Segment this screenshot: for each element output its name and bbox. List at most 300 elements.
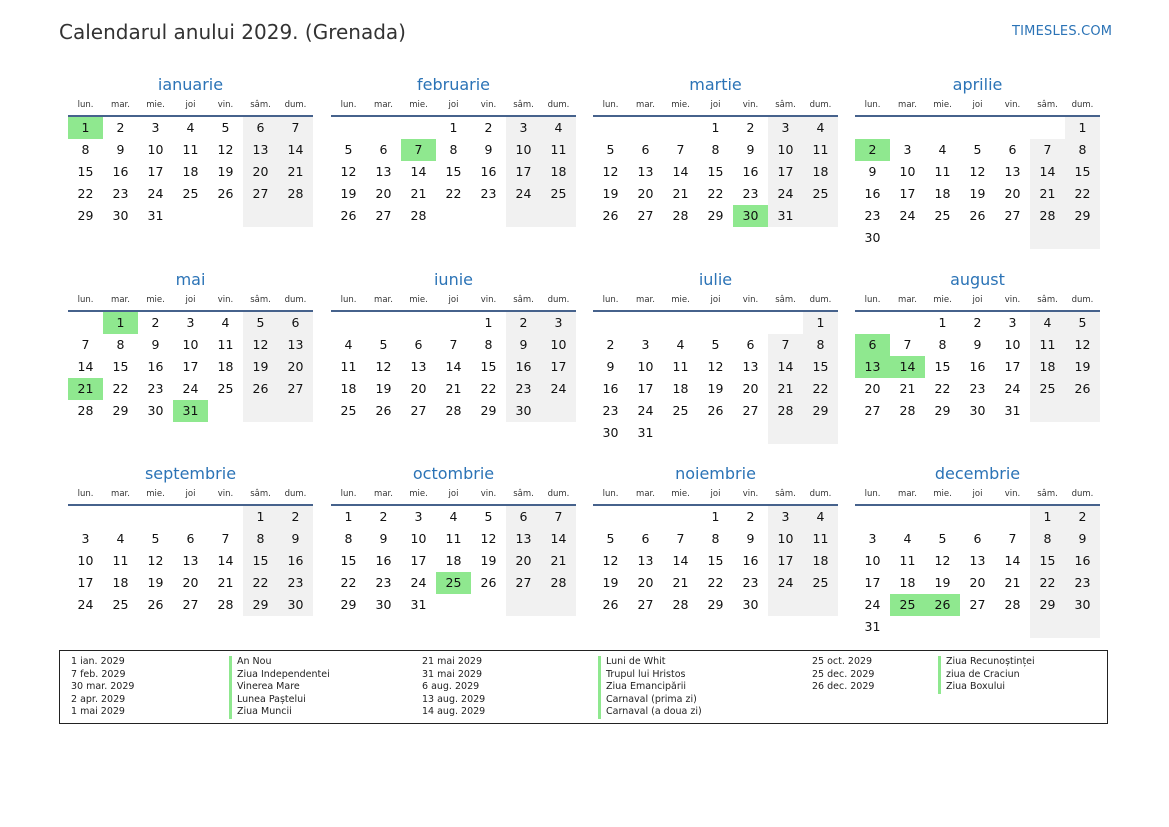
day-cell[interactable]: 23 xyxy=(112,186,129,201)
day-cell[interactable]: 19 xyxy=(147,575,164,590)
day-cell[interactable]: 5 xyxy=(344,142,353,157)
day-cell[interactable]: 1 xyxy=(103,312,138,334)
day-cell[interactable]: 7 xyxy=(278,117,313,139)
day-cell[interactable]: 8 xyxy=(803,334,838,356)
day-cell[interactable]: 7 xyxy=(401,139,436,161)
day-cell[interactable]: 7 xyxy=(221,531,230,546)
day-cell[interactable]: 7 xyxy=(903,337,912,352)
day-cell[interactable]: 28 xyxy=(77,403,94,418)
day-cell[interactable]: 20 xyxy=(506,550,541,572)
day-cell[interactable]: 1 xyxy=(803,312,838,334)
day-cell[interactable]: 10 xyxy=(899,164,916,179)
day-cell[interactable]: 2 xyxy=(1065,506,1100,528)
day-cell[interactable]: 10 xyxy=(410,531,427,546)
day-cell[interactable]: 10 xyxy=(77,553,94,568)
day-cell[interactable]: 3 xyxy=(868,531,877,546)
day-cell[interactable]: 11 xyxy=(672,359,689,374)
day-cell[interactable]: 27 xyxy=(637,597,654,612)
day-cell[interactable]: 24 xyxy=(637,403,654,418)
day-cell[interactable]: 21 xyxy=(541,550,576,572)
day-cell[interactable]: 16 xyxy=(147,359,164,374)
day-cell[interactable]: 4 xyxy=(116,531,125,546)
day-cell[interactable]: 10 xyxy=(864,553,881,568)
day-cell[interactable]: 22 xyxy=(445,186,462,201)
day-cell[interactable]: 27 xyxy=(864,403,881,418)
day-cell[interactable]: 31 xyxy=(147,208,164,223)
day-cell[interactable]: 14 xyxy=(890,356,925,378)
day-cell[interactable]: 31 xyxy=(768,205,803,227)
day-cell[interactable]: 10 xyxy=(1004,337,1021,352)
day-cell[interactable]: 16 xyxy=(969,359,986,374)
day-cell[interactable]: 16 xyxy=(506,356,541,378)
day-cell[interactable]: 4 xyxy=(344,337,353,352)
day-cell[interactable]: 31 xyxy=(864,619,881,634)
day-cell[interactable]: 26 xyxy=(707,403,724,418)
day-cell[interactable]: 7 xyxy=(81,337,90,352)
day-cell[interactable]: 1 xyxy=(711,120,720,135)
day-cell[interactable]: 22 xyxy=(1030,572,1065,594)
day-cell[interactable]: 16 xyxy=(112,164,129,179)
day-cell[interactable]: 2 xyxy=(855,139,890,161)
day-cell[interactable]: 15 xyxy=(340,553,357,568)
day-cell[interactable]: 2 xyxy=(484,120,493,135)
day-cell[interactable]: 27 xyxy=(1004,208,1021,223)
day-cell[interactable]: 10 xyxy=(182,337,199,352)
day-cell[interactable]: 29 xyxy=(1065,205,1100,227)
day-cell[interactable]: 23 xyxy=(375,575,392,590)
day-cell[interactable]: 10 xyxy=(147,142,164,157)
day-cell[interactable]: 12 xyxy=(1065,334,1100,356)
day-cell[interactable]: 23 xyxy=(278,572,313,594)
day-cell[interactable]: 3 xyxy=(641,337,650,352)
day-cell[interactable]: 8 xyxy=(938,337,947,352)
day-cell[interactable]: 7 xyxy=(676,531,685,546)
day-cell[interactable]: 6 xyxy=(243,117,278,139)
day-cell[interactable]: 21 xyxy=(672,186,689,201)
day-cell[interactable]: 2 xyxy=(973,315,982,330)
day-cell[interactable]: 10 xyxy=(768,528,803,550)
day-cell[interactable]: 2 xyxy=(379,509,388,524)
day-cell[interactable]: 1 xyxy=(1030,506,1065,528)
day-cell[interactable]: 11 xyxy=(217,337,234,352)
day-cell[interactable]: 27 xyxy=(182,597,199,612)
day-cell[interactable]: 8 xyxy=(1065,139,1100,161)
day-cell[interactable]: 7 xyxy=(541,506,576,528)
day-cell[interactable]: 2 xyxy=(606,337,615,352)
day-cell[interactable]: 18 xyxy=(217,359,234,374)
day-cell[interactable]: 21 xyxy=(672,575,689,590)
day-cell[interactable]: 17 xyxy=(899,186,916,201)
day-cell[interactable]: 4 xyxy=(541,117,576,139)
day-cell[interactable]: 1 xyxy=(243,506,278,528)
day-cell[interactable]: 30 xyxy=(602,425,619,440)
day-cell[interactable]: 28 xyxy=(899,403,916,418)
day-cell[interactable]: 25 xyxy=(803,183,838,205)
day-cell[interactable]: 15 xyxy=(480,359,497,374)
day-cell[interactable]: 4 xyxy=(1030,312,1065,334)
day-cell[interactable]: 20 xyxy=(410,381,427,396)
day-cell[interactable]: 4 xyxy=(449,509,458,524)
day-cell[interactable]: 25 xyxy=(182,186,199,201)
day-cell[interactable]: 7 xyxy=(676,142,685,157)
day-cell[interactable]: 20 xyxy=(637,186,654,201)
day-cell[interactable]: 3 xyxy=(81,531,90,546)
day-cell[interactable]: 14 xyxy=(445,359,462,374)
day-cell[interactable]: 31 xyxy=(173,400,208,422)
day-cell[interactable]: 24 xyxy=(147,186,164,201)
day-cell[interactable]: 19 xyxy=(602,575,619,590)
day-cell[interactable]: 29 xyxy=(707,597,724,612)
day-cell[interactable]: 21 xyxy=(899,381,916,396)
day-cell[interactable]: 19 xyxy=(602,186,619,201)
day-cell[interactable]: 3 xyxy=(506,117,541,139)
day-cell[interactable]: 6 xyxy=(506,506,541,528)
day-cell[interactable]: 12 xyxy=(969,164,986,179)
day-cell[interactable]: 5 xyxy=(379,337,388,352)
day-cell[interactable]: 23 xyxy=(147,381,164,396)
day-cell[interactable]: 11 xyxy=(899,553,916,568)
day-cell[interactable]: 2 xyxy=(278,506,313,528)
day-cell[interactable]: 18 xyxy=(340,381,357,396)
day-cell[interactable]: 4 xyxy=(803,506,838,528)
day-cell[interactable]: 29 xyxy=(934,403,951,418)
day-cell[interactable]: 20 xyxy=(637,575,654,590)
day-cell[interactable]: 30 xyxy=(112,208,129,223)
day-cell[interactable]: 22 xyxy=(707,575,724,590)
day-cell[interactable]: 14 xyxy=(672,553,689,568)
day-cell[interactable]: 5 xyxy=(1065,312,1100,334)
day-cell[interactable]: 14 xyxy=(217,553,234,568)
day-cell[interactable]: 19 xyxy=(1065,356,1100,378)
day-cell[interactable]: 13 xyxy=(410,359,427,374)
day-cell[interactable]: 30 xyxy=(1065,594,1100,616)
day-cell[interactable]: 18 xyxy=(1030,356,1065,378)
day-cell[interactable]: 15 xyxy=(243,550,278,572)
day-cell[interactable]: 12 xyxy=(243,334,278,356)
day-cell[interactable]: 26 xyxy=(1065,378,1100,400)
day-cell[interactable]: 13 xyxy=(1004,164,1021,179)
day-cell[interactable]: 30 xyxy=(969,403,986,418)
day-cell[interactable]: 21 xyxy=(278,161,313,183)
day-cell[interactable]: 26 xyxy=(480,575,497,590)
day-cell[interactable]: 15 xyxy=(112,359,129,374)
day-cell[interactable]: 10 xyxy=(541,334,576,356)
day-cell[interactable]: 14 xyxy=(1004,553,1021,568)
day-cell[interactable]: 15 xyxy=(77,164,94,179)
day-cell[interactable]: 14 xyxy=(768,356,803,378)
day-cell[interactable]: 8 xyxy=(484,337,493,352)
day-cell[interactable]: 5 xyxy=(938,531,947,546)
day-cell[interactable]: 9 xyxy=(484,142,493,157)
day-cell[interactable]: 6 xyxy=(1008,142,1017,157)
day-cell[interactable]: 8 xyxy=(1030,528,1065,550)
day-cell[interactable]: 24 xyxy=(410,575,427,590)
day-cell[interactable]: 30 xyxy=(864,230,881,245)
day-cell[interactable]: 6 xyxy=(641,142,650,157)
day-cell[interactable]: 12 xyxy=(602,553,619,568)
day-cell[interactable]: 14 xyxy=(1030,161,1065,183)
day-cell[interactable]: 15 xyxy=(707,553,724,568)
day-cell[interactable]: 30 xyxy=(733,205,768,227)
day-cell[interactable]: 9 xyxy=(506,334,541,356)
day-cell[interactable]: 5 xyxy=(243,312,278,334)
day-cell[interactable]: 29 xyxy=(1030,594,1065,616)
day-cell[interactable]: 27 xyxy=(410,403,427,418)
day-cell[interactable]: 7 xyxy=(1030,139,1065,161)
day-cell[interactable]: 19 xyxy=(375,381,392,396)
day-cell[interactable]: 28 xyxy=(672,208,689,223)
day-cell[interactable]: 18 xyxy=(899,575,916,590)
day-cell[interactable]: 15 xyxy=(707,164,724,179)
day-cell[interactable]: 1 xyxy=(938,315,947,330)
day-cell[interactable]: 4 xyxy=(903,531,912,546)
day-cell[interactable]: 15 xyxy=(803,356,838,378)
day-cell[interactable]: 27 xyxy=(742,403,759,418)
day-cell[interactable]: 26 xyxy=(375,403,392,418)
day-cell[interactable]: 19 xyxy=(340,186,357,201)
day-cell[interactable]: 11 xyxy=(112,553,129,568)
day-cell[interactable]: 23 xyxy=(969,381,986,396)
day-cell[interactable]: 27 xyxy=(375,208,392,223)
day-cell[interactable]: 11 xyxy=(934,164,951,179)
day-cell[interactable]: 1 xyxy=(484,315,493,330)
day-cell[interactable]: 4 xyxy=(803,117,838,139)
day-cell[interactable]: 13 xyxy=(637,553,654,568)
day-cell[interactable]: 3 xyxy=(768,506,803,528)
day-cell[interactable]: 24 xyxy=(768,572,803,594)
day-cell[interactable]: 28 xyxy=(217,597,234,612)
day-cell[interactable]: 11 xyxy=(541,139,576,161)
day-cell[interactable]: 21 xyxy=(68,378,103,400)
day-cell[interactable]: 11 xyxy=(340,359,357,374)
day-cell[interactable]: 9 xyxy=(151,337,160,352)
day-cell[interactable]: 13 xyxy=(506,528,541,550)
day-cell[interactable]: 22 xyxy=(77,186,94,201)
day-cell[interactable]: 23 xyxy=(506,378,541,400)
day-cell[interactable]: 25 xyxy=(890,594,925,616)
day-cell[interactable]: 3 xyxy=(186,315,195,330)
day-cell[interactable]: 25 xyxy=(1030,378,1065,400)
day-cell[interactable]: 18 xyxy=(445,553,462,568)
day-cell[interactable]: 9 xyxy=(116,142,125,157)
day-cell[interactable]: 14 xyxy=(410,164,427,179)
day-cell[interactable]: 24 xyxy=(899,208,916,223)
day-cell[interactable]: 28 xyxy=(541,572,576,594)
day-cell[interactable]: 23 xyxy=(864,208,881,223)
day-cell[interactable]: 8 xyxy=(344,531,353,546)
day-cell[interactable]: 23 xyxy=(480,186,497,201)
day-cell[interactable]: 16 xyxy=(742,164,759,179)
day-cell[interactable]: 13 xyxy=(637,164,654,179)
day-cell[interactable]: 17 xyxy=(77,575,94,590)
day-cell[interactable]: 16 xyxy=(480,164,497,179)
day-cell[interactable]: 12 xyxy=(217,142,234,157)
day-cell[interactable]: 20 xyxy=(278,356,313,378)
day-cell[interactable]: 20 xyxy=(182,575,199,590)
day-cell[interactable]: 6 xyxy=(414,337,423,352)
day-cell[interactable]: 3 xyxy=(541,312,576,334)
day-cell[interactable]: 25 xyxy=(217,381,234,396)
day-cell[interactable]: 8 xyxy=(711,531,720,546)
day-cell[interactable]: 21 xyxy=(445,381,462,396)
day-cell[interactable]: 2 xyxy=(116,120,125,135)
day-cell[interactable]: 27 xyxy=(506,572,541,594)
day-cell[interactable]: 20 xyxy=(1004,186,1021,201)
day-cell[interactable]: 22 xyxy=(803,378,838,400)
day-cell[interactable]: 6 xyxy=(379,142,388,157)
day-cell[interactable]: 3 xyxy=(903,142,912,157)
day-cell[interactable]: 21 xyxy=(217,575,234,590)
day-cell[interactable]: 8 xyxy=(81,142,90,157)
day-cell[interactable]: 5 xyxy=(606,142,615,157)
day-cell[interactable]: 27 xyxy=(969,597,986,612)
day-cell[interactable]: 10 xyxy=(506,139,541,161)
day-cell[interactable]: 10 xyxy=(768,139,803,161)
day-cell[interactable]: 17 xyxy=(1004,359,1021,374)
day-cell[interactable]: 13 xyxy=(742,359,759,374)
day-cell[interactable]: 14 xyxy=(278,139,313,161)
day-cell[interactable]: 5 xyxy=(151,531,160,546)
day-cell[interactable]: 29 xyxy=(707,208,724,223)
day-cell[interactable]: 16 xyxy=(602,381,619,396)
day-cell[interactable]: 2 xyxy=(746,509,755,524)
day-cell[interactable]: 24 xyxy=(864,597,881,612)
day-cell[interactable]: 6 xyxy=(186,531,195,546)
day-cell[interactable]: 17 xyxy=(768,161,803,183)
day-cell[interactable]: 19 xyxy=(707,381,724,396)
day-cell[interactable]: 8 xyxy=(449,142,458,157)
day-cell[interactable]: 30 xyxy=(375,597,392,612)
day-cell[interactable]: 19 xyxy=(217,164,234,179)
day-cell[interactable]: 5 xyxy=(973,142,982,157)
day-cell[interactable]: 25 xyxy=(541,183,576,205)
day-cell[interactable]: 12 xyxy=(480,531,497,546)
day-cell[interactable]: 12 xyxy=(934,553,951,568)
day-cell[interactable]: 19 xyxy=(480,553,497,568)
day-cell[interactable]: 6 xyxy=(973,531,982,546)
day-cell[interactable]: 28 xyxy=(1004,597,1021,612)
day-cell[interactable]: 31 xyxy=(637,425,654,440)
day-cell[interactable]: 2 xyxy=(746,120,755,135)
day-cell[interactable]: 9 xyxy=(379,531,388,546)
day-cell[interactable]: 4 xyxy=(186,120,195,135)
day-cell[interactable]: 11 xyxy=(445,531,462,546)
day-cell[interactable]: 24 xyxy=(1004,381,1021,396)
day-cell[interactable]: 12 xyxy=(707,359,724,374)
day-cell[interactable]: 30 xyxy=(742,597,759,612)
day-cell[interactable]: 11 xyxy=(803,528,838,550)
day-cell[interactable]: 9 xyxy=(746,531,755,546)
day-cell[interactable]: 26 xyxy=(243,378,278,400)
day-cell[interactable]: 28 xyxy=(768,400,803,422)
day-cell[interactable]: 27 xyxy=(243,183,278,205)
day-cell[interactable]: 22 xyxy=(112,381,129,396)
day-cell[interactable]: 1 xyxy=(449,120,458,135)
day-cell[interactable]: 25 xyxy=(803,572,838,594)
day-cell[interactable]: 12 xyxy=(375,359,392,374)
day-cell[interactable]: 21 xyxy=(1030,183,1065,205)
day-cell[interactable]: 28 xyxy=(1030,205,1065,227)
day-cell[interactable]: 9 xyxy=(868,164,877,179)
day-cell[interactable]: 16 xyxy=(375,553,392,568)
day-cell[interactable]: 31 xyxy=(1004,403,1021,418)
day-cell[interactable]: 24 xyxy=(768,183,803,205)
day-cell[interactable]: 1 xyxy=(711,509,720,524)
day-cell[interactable]: 26 xyxy=(602,597,619,612)
day-cell[interactable]: 6 xyxy=(278,312,313,334)
day-cell[interactable]: 14 xyxy=(541,528,576,550)
day-cell[interactable]: 29 xyxy=(77,208,94,223)
day-cell[interactable]: 12 xyxy=(147,553,164,568)
day-cell[interactable]: 18 xyxy=(934,186,951,201)
day-cell[interactable]: 20 xyxy=(742,381,759,396)
day-cell[interactable]: 13 xyxy=(375,164,392,179)
day-cell[interactable]: 1 xyxy=(344,509,353,524)
day-cell[interactable]: 29 xyxy=(340,597,357,612)
day-cell[interactable]: 9 xyxy=(1065,528,1100,550)
day-cell[interactable]: 15 xyxy=(445,164,462,179)
day-cell[interactable]: 17 xyxy=(864,575,881,590)
day-cell[interactable]: 8 xyxy=(711,142,720,157)
day-cell[interactable]: 9 xyxy=(606,359,615,374)
day-cell[interactable]: 15 xyxy=(934,359,951,374)
day-cell[interactable]: 4 xyxy=(221,315,230,330)
day-cell[interactable]: 30 xyxy=(147,403,164,418)
day-cell[interactable]: 14 xyxy=(672,164,689,179)
day-cell[interactable]: 13 xyxy=(243,139,278,161)
day-cell[interactable]: 31 xyxy=(410,597,427,612)
day-cell[interactable]: 18 xyxy=(803,550,838,572)
day-cell[interactable]: 8 xyxy=(116,337,125,352)
day-cell[interactable]: 17 xyxy=(768,550,803,572)
day-cell[interactable]: 11 xyxy=(803,139,838,161)
day-cell[interactable]: 10 xyxy=(637,359,654,374)
day-cell[interactable]: 16 xyxy=(1065,550,1100,572)
day-cell[interactable]: 20 xyxy=(243,161,278,183)
day-cell[interactable]: 28 xyxy=(410,208,427,223)
day-cell[interactable]: 19 xyxy=(243,356,278,378)
day-cell[interactable]: 6 xyxy=(855,334,890,356)
day-cell[interactable]: 13 xyxy=(969,553,986,568)
day-cell[interactable]: 28 xyxy=(278,183,313,205)
day-cell[interactable]: 5 xyxy=(221,120,230,135)
day-cell[interactable]: 13 xyxy=(855,356,890,378)
day-cell[interactable]: 30 xyxy=(506,400,541,422)
day-cell[interactable]: 7 xyxy=(449,337,458,352)
day-cell[interactable]: 12 xyxy=(602,164,619,179)
day-cell[interactable]: 18 xyxy=(672,381,689,396)
day-cell[interactable]: 24 xyxy=(541,378,576,400)
day-cell[interactable]: 4 xyxy=(676,337,685,352)
day-cell[interactable]: 22 xyxy=(480,381,497,396)
day-cell[interactable]: 23 xyxy=(742,575,759,590)
day-cell[interactable]: 1 xyxy=(68,117,103,139)
day-cell[interactable]: 21 xyxy=(410,186,427,201)
day-cell[interactable]: 11 xyxy=(1030,334,1065,356)
day-cell[interactable]: 16 xyxy=(742,553,759,568)
day-cell[interactable]: 22 xyxy=(1065,183,1100,205)
day-cell[interactable]: 18 xyxy=(112,575,129,590)
day-cell[interactable]: 3 xyxy=(414,509,423,524)
day-cell[interactable]: 5 xyxy=(711,337,720,352)
day-cell[interactable]: 18 xyxy=(541,161,576,183)
day-cell[interactable]: 22 xyxy=(243,572,278,594)
day-cell[interactable]: 19 xyxy=(969,186,986,201)
day-cell[interactable]: 26 xyxy=(969,208,986,223)
day-cell[interactable]: 18 xyxy=(803,161,838,183)
day-cell[interactable]: 29 xyxy=(243,594,278,616)
day-cell[interactable]: 20 xyxy=(969,575,986,590)
